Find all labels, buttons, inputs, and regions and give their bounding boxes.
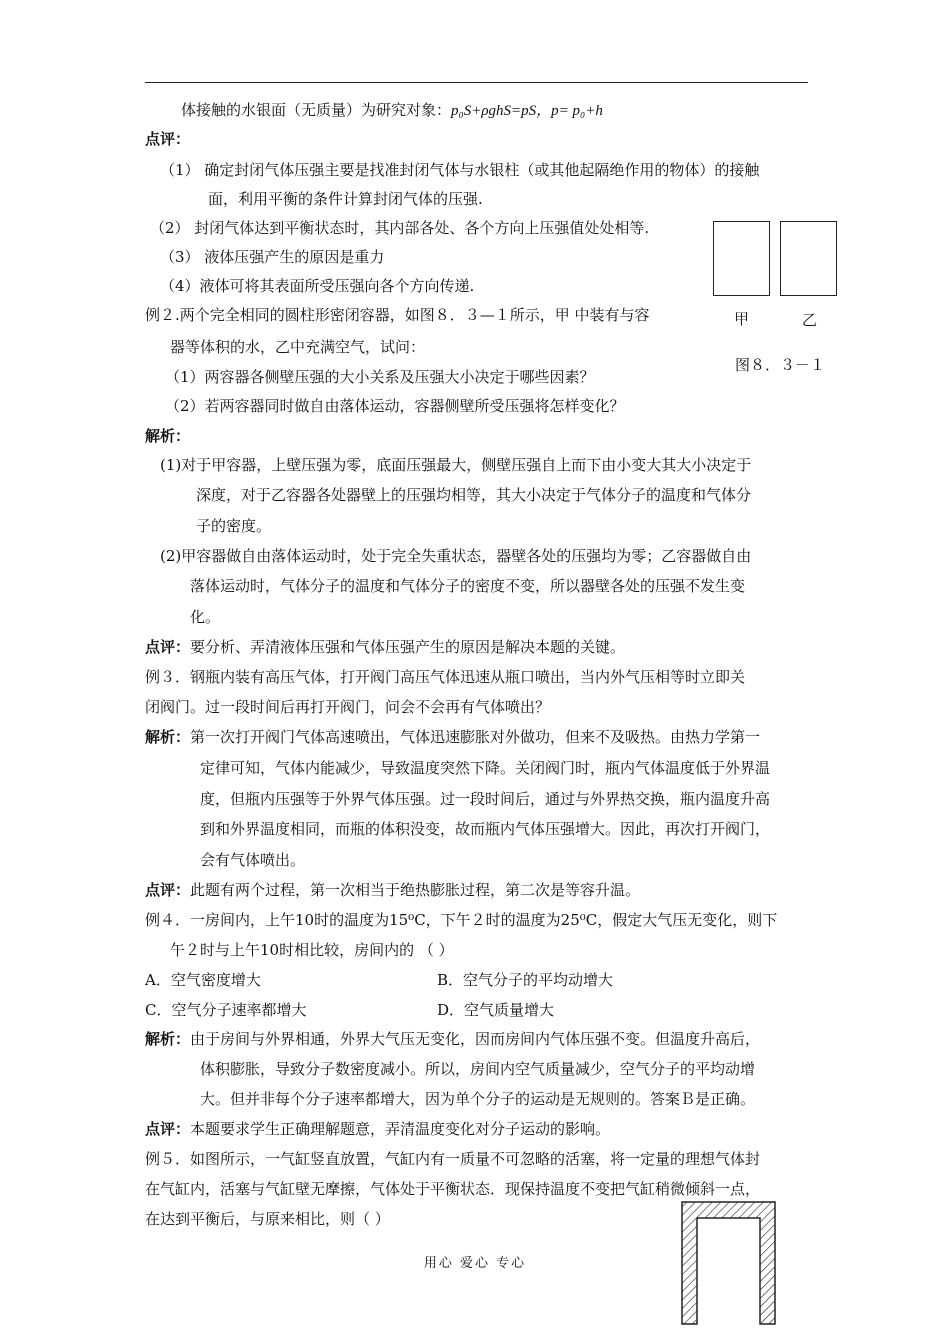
text-line: （1）两容器各侧壁压强的大小关系及压强大小决定于哪些因素？ [165, 368, 595, 386]
text-line: 点评：此题有两个过程，第一次相当于绝热膨胀过程，第二次是等容升温。 [145, 881, 641, 899]
container-yi [780, 221, 837, 296]
text-line: (1)对于甲容器，上壁压强为零，底面压强最大，侧壁压强自上而下由小变大其大小决定于 [160, 456, 752, 474]
text-line: 体积膨胀，导致分子数密度减小。所以，房间内空气质量减少，空气分子的平均动增 [200, 1060, 756, 1078]
text-line: (2)甲容器做自由落体运动时，处于完全失重状态，器壁各处的压强均为零；乙容器做自由 [160, 547, 752, 565]
text-line: 深度，对于乙容器各处器壁上的压强均相等，其大小决定于气体分子的温度和气体分 [196, 486, 752, 504]
text-line: （4）液体可将其表面所受压强向各个方向传递. [160, 277, 475, 295]
text-line: （2） 封闭气体达到平衡状态时，其内部各处、各个方向上压强值处处相等. [150, 219, 650, 237]
text-line: 子的密度。 [196, 517, 272, 535]
text-line: 落体运动时，气体分子的温度和气体分子的密度不变，所以器壁各处的压强不发生变 [190, 577, 746, 595]
text-line: （1） 确定封闭气体压强主要是找准封闭气体与水银柱（或其他起隔绝作用的物体）的接触 [160, 161, 760, 179]
text-line: 大。但并非每个分子速率都增大，因为单个分子的运动是无规则的。答案Ｂ是正确。 [200, 1090, 756, 1108]
formula: p₀S+ρghS=pS，p= p₀+h [451, 103, 603, 119]
text-line: 在达到平衡后，与原来相比，则（ ） [145, 1210, 390, 1228]
text-line: 化。 [190, 608, 221, 626]
text-line: 点评：本题要求学生正确理解题意，弄清温度变化对分子运动的影响。 [145, 1120, 611, 1138]
text-line: 闭阀门。过一段时间后再打开阀门，问会不会再有气体喷出？ [145, 698, 551, 716]
text-line: 在气缸内，活塞与气缸壁无摩擦，气体处于平衡状态．现保持温度不变把气缸稍微倾斜一点， [145, 1180, 761, 1198]
text-line: 例３．钢瓶内装有高压气体，打开阀门高压气体迅速从瓶口喷出，当内外气压相等时立即关 [145, 668, 746, 686]
container-jia [713, 221, 770, 296]
figure-label-yi: 乙 [802, 311, 818, 329]
figure-caption: 图８．３－１ [735, 356, 826, 374]
page-footer: 用心 爱心 专心 [423, 1256, 527, 1271]
text-line: 到和外界温度相同，而瓶的体积没变，故而瓶内气体压强增大。因此，再次打开阀门， [200, 820, 771, 838]
text-line: （3） 液体压强产生的原因是重力 [160, 248, 385, 266]
text-line: 器等体积的水，乙中充满空气，试问： [170, 338, 426, 356]
choice-d: D．空气质量增大 [437, 1001, 555, 1019]
header-rule [145, 82, 808, 83]
text-line: 午２时与上午10时相比较，房间内的 （ ） [170, 941, 454, 959]
text-line: 例５．如图所示，一气缸竖直放置，气缸内有一质量不可忽略的活塞，将一定量的理想气体封 [145, 1150, 761, 1168]
text-line: 点评：要分析、弄清液体压强和气体压强产生的原因是解决本题的关键。 [145, 638, 626, 656]
text-line: 体接触的水银面（无质量）为研究对象：p₀S+ρghS=pS，p= p₀+h [181, 101, 603, 119]
text-line: 度，但瓶内压强等于外界气体压强。过一段时间后，通过与外界热交换，瓶内温度升高 [200, 790, 771, 808]
section-label: 点评： [145, 130, 191, 148]
figure-label-jia: 甲 [734, 310, 750, 328]
choice-c: C．空气分子速率都增大 [145, 1001, 307, 1019]
text-line: （2）若两容器同时做自由落体运动，容器侧壁所受压强将怎样变化？ [165, 397, 625, 415]
text-line: 例４．一房间内，上午10时的温度为15⁰C，下午２时的温度为25⁰C，假定大气压无变化，则下 [145, 911, 778, 929]
text-line: 定律可知，气体内能减少，导致温度突然下降。关闭阀门时，瓶内气体温度低于外界温 [200, 759, 771, 777]
text-line: 会有气体喷出。 [200, 851, 306, 869]
text-line: 解析：由于房间与外界相通，外界大气压无变化，因而房间内气体压强不变。但温度升高后， [145, 1030, 761, 1048]
text-line: 例２.两个完全相同的圆柱形密闭容器，如图８．３—１所示，甲 中装有与容 [145, 306, 650, 324]
text-line: 面，利用平衡的条件计算封闭气体的压强. [208, 190, 483, 208]
choice-b: B．空气分子的平均动增大 [437, 971, 614, 989]
section-label: 解析： [145, 427, 191, 445]
choice-a: A．空气密度增大 [145, 971, 261, 989]
text-line: 解析：第一次打开阀门气体高速喷出，气体迅速膨胀对外做功，但来不及吸热。由热力学第一 [145, 728, 761, 746]
